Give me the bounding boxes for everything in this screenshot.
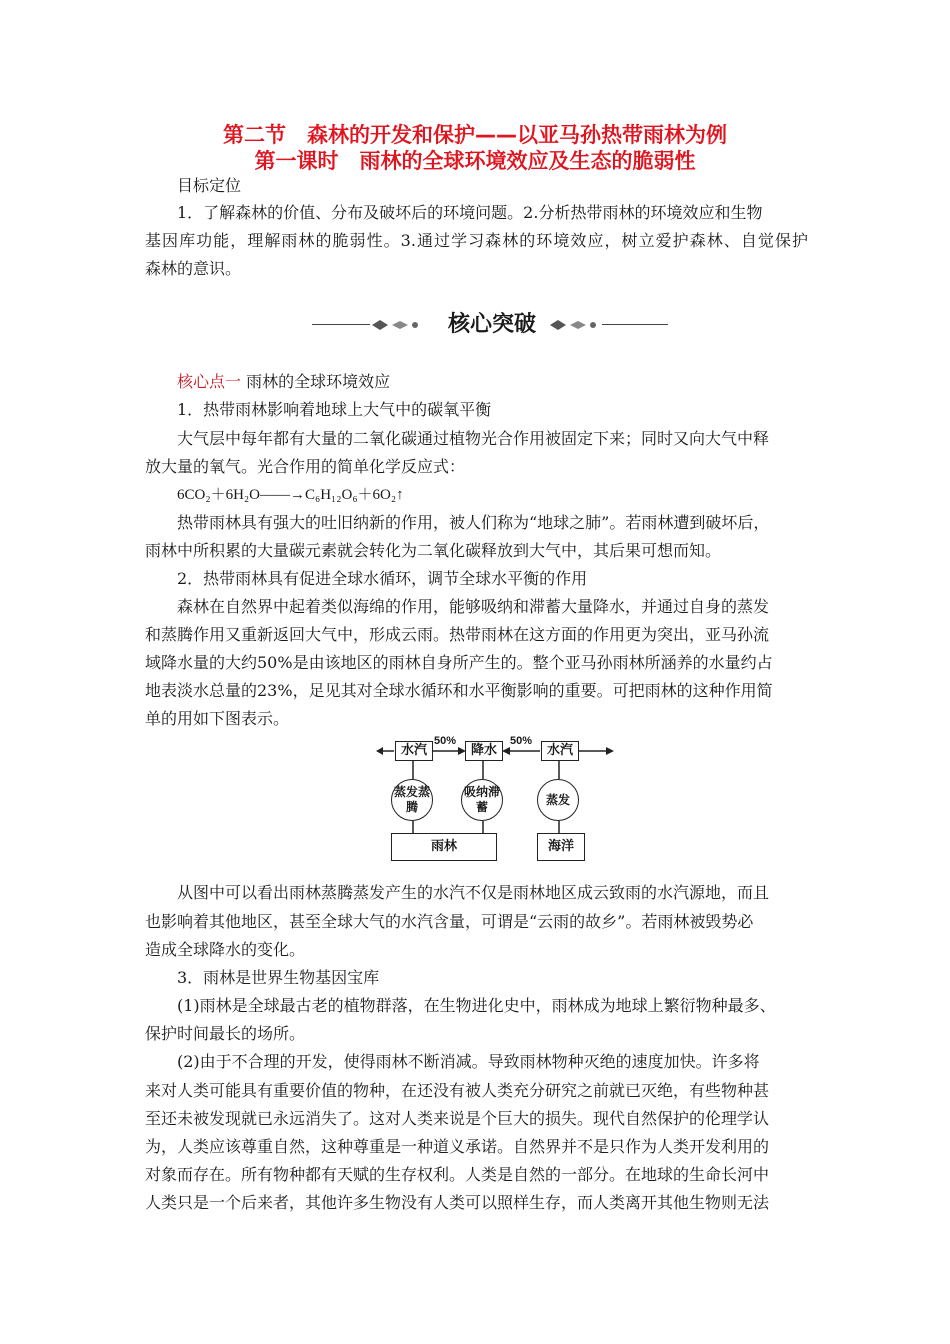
title-line-1: 第二节 森林的开发和保护——以亚马孙热带雨林为例 bbox=[223, 123, 727, 147]
sec2-title: 2．热带雨林具有促进全球水循环，调节全球水平衡的作用 bbox=[177, 569, 588, 588]
sec2-p1-line-5: 单的用如下图表示。 bbox=[145, 709, 290, 728]
vapor-left-box: 水汽 bbox=[395, 741, 433, 761]
evap-transpiration-circle: 蒸发蒸腾 bbox=[391, 779, 433, 821]
photosynthesis-formula: 6CO₂＋6H₂O——→C₆H₁₂O₆＋6O₂↑ bbox=[177, 487, 404, 503]
sec2-p2-line-3: 造成全球降水的变化。 bbox=[145, 940, 306, 959]
sec3-title: 3．雨林是世界生物基因宝库 bbox=[177, 968, 380, 987]
sec2-p2-line-1: 从图中可以看出雨林蒸腾蒸发产生的水汽不仅是雨林地区成云致雨的水汽源地，而且 bbox=[177, 883, 770, 902]
water-cycle-diagram bbox=[376, 733, 616, 869]
goals-heading: 目标定位 bbox=[177, 176, 242, 195]
sec2-p1-line-4: 地表淡水总量的23%，足见其对全球水循环和水平衡影响的重要。可把雨林的这种作用简 bbox=[145, 681, 773, 700]
sec3-item1-line-1: (1)雨林是全球最古老的植物群落，在生物进化史中，雨林成为地球上繁衍物种最多、 bbox=[177, 996, 776, 1015]
point1-heading bbox=[177, 372, 857, 392]
vapor-right-box: 水汽 bbox=[541, 741, 579, 761]
goals-line-1: 1．了解森林的价值、分布及破坏后的环境问题。2.分析热带雨林的环境效应和生物 bbox=[177, 203, 763, 222]
banner-rule-right bbox=[602, 324, 668, 325]
sec3-item2-line-3: 至还未被发现就已永远消失了。这对人类来说是个巨大的损失。现代自然保护的伦理学认 bbox=[145, 1109, 770, 1128]
rainforest-box: 雨林 bbox=[391, 833, 497, 861]
sec1-p1-line-2: 放大量的氧气。光合作用的简单化学反应式： bbox=[145, 457, 466, 476]
section-banner bbox=[312, 310, 672, 340]
sec2-p1-line-1: 森林在自然界中起着类似海绵的作用，能够吸纳和滞蓄大量降水，并通过自身的蒸发 bbox=[177, 597, 770, 616]
sec3-item2-line-6: 人类只是一个后来者，其他许多生物没有人类可以照样生存，而人类离开其他生物则无法 bbox=[145, 1193, 770, 1212]
point1-heading-text: 雨林的全球环境效应 bbox=[241, 372, 391, 391]
sec3-item1-line-2: 保护时间最长的场所。 bbox=[145, 1024, 306, 1043]
goals-line-2: 基因库功能，理解雨林的脆弱性。3.通过学习森林的环境效应，树立爱护森林、自觉保护 bbox=[145, 231, 808, 250]
sec1-p1-line-1: 大气层中每年都有大量的二氧化碳通过植物光合作用被固定下来；同时又向大气中释 bbox=[177, 429, 770, 448]
sec3-item2-line-2: 来对人类可能具有重要价值的物种，在还没有被人类充分研究之前就已灭绝，有些物种甚 bbox=[145, 1081, 770, 1100]
sec2-p1-line-2: 和蒸腾作用又重新返回大气中，形成云雨。热带雨林在这方面的作用更为突出，亚马孙流 bbox=[145, 625, 770, 644]
point1-heading-marker: 核心点一 bbox=[177, 372, 242, 391]
goals-line-3: 森林的意识。 bbox=[145, 259, 242, 278]
ocean-box: 海洋 bbox=[537, 833, 585, 861]
sec1-p2-line-1: 热带雨林具有强大的吐旧纳新的作用，被人们称为“地球之肺”。若雨林遭到破坏后， bbox=[177, 513, 770, 532]
pct-left-label: 50% bbox=[434, 735, 457, 747]
sec1-title: 1．热带雨林影响着地球上大气中的碳氧平衡 bbox=[177, 400, 492, 419]
banner-label: 核心突破 bbox=[447, 312, 536, 337]
absorb-retain-circle: 吸纳滞蓄 bbox=[461, 779, 503, 821]
title-line-2: 第一课时 雨林的全球环境效应及生态的脆弱性 bbox=[254, 149, 696, 173]
sec1-p2-line-2: 雨林中所积累的大量碳元素就会转化为二氧化碳释放到大气中，其后果可想而知。 bbox=[145, 541, 722, 560]
pct-right-label: 50% bbox=[510, 735, 533, 747]
sec3-item2-line-1: (2)由于不合理的开发，使得雨林不断消减。导致雨林物种灭绝的速度加快。许多将 bbox=[177, 1052, 760, 1071]
evaporation-circle: 蒸发 bbox=[537, 779, 579, 821]
sec2-p2-line-2: 也影响着其他地区，甚至全球大气的水汽含量，可谓是“云雨的故乡”。若雨林被毁势必 bbox=[145, 912, 754, 931]
sec3-item2-line-5: 对象而存在。所有物种都有天赋的生存权利。人类是自然的一部分。在地球的生命长河中 bbox=[145, 1165, 770, 1184]
sec3-item2-line-4: 为，人类应该尊重自然，这种尊重是一种道义承诺。自然界并不是只作为人类开发利用的 bbox=[145, 1137, 770, 1156]
rain-box: 降水 bbox=[465, 741, 503, 761]
sec2-p1-line-3: 域降水量的大约50%是由该地区的雨林自身所产生的。整个亚马孙雨林所涵养的水量约占 bbox=[145, 653, 773, 672]
